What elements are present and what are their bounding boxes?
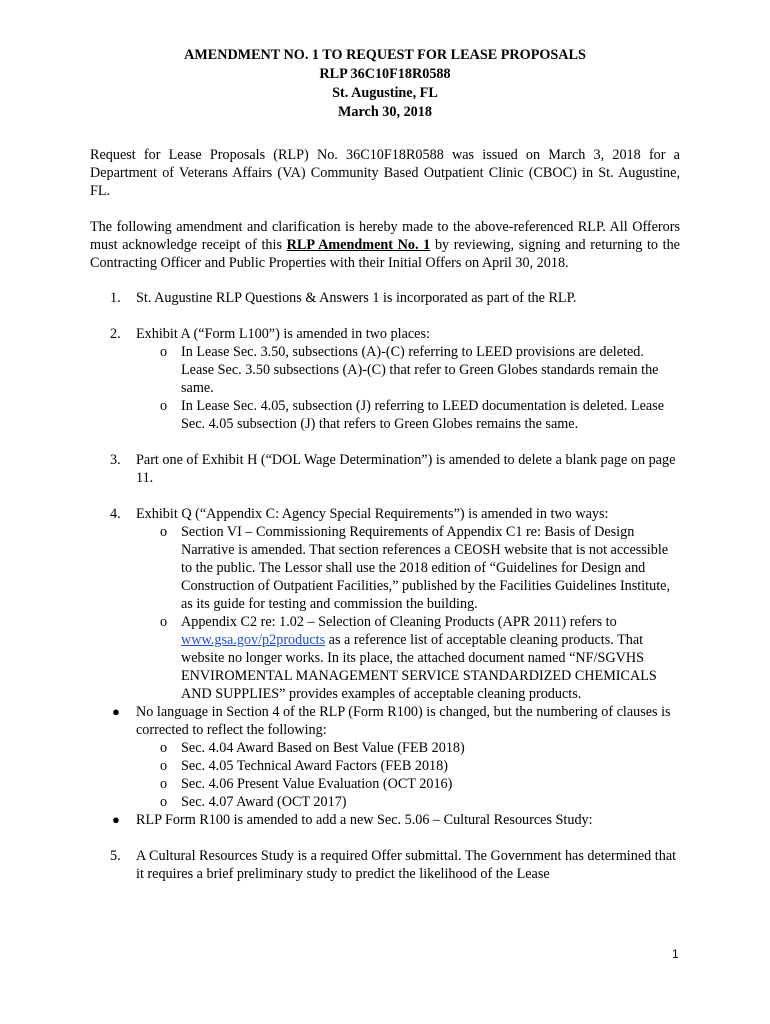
sub-marker: o: [160, 398, 168, 414]
header-title: AMENDMENT NO. 1 TO REQUEST FOR LEASE PROPOSALS: [184, 47, 586, 63]
item-text: Exhibit A (“Form L100”) is amended in two places:: [136, 326, 430, 342]
amendment-text-before: The following amendment and clarification is hereby made to the above-referenced RLP. All Offerors must acknowledge receipt of this: [90, 219, 680, 253]
item-number: 4.: [110, 506, 121, 522]
list-item-4: [90, 505, 680, 523]
header-location: St. Augustine, FL: [332, 85, 438, 101]
bullet-item: [90, 703, 680, 739]
sub-marker: o: [160, 794, 168, 810]
amendment-text-after: by reviewing, signing and returning to the Contracting Officer and Public Properties with their Initial Offers on April 30, 2018.: [90, 237, 680, 271]
sub-marker: o: [160, 524, 168, 540]
list-item-3: [90, 451, 680, 487]
header-date: March 30, 2018: [338, 104, 432, 120]
sub-marker: o: [160, 776, 168, 792]
sub-marker: o: [160, 758, 168, 774]
bullet-marker: ●: [112, 812, 120, 827]
sub-item: [90, 343, 680, 397]
sub-item-text-after: as a reference list of acceptable cleaning products. That website no longer works. In its place, the attached document named “NF/SGVHS ENVIROMENTAL MANAGEMENT SERVICE STANDARDIZED CHEMICALS AND SUPPLIES” provides examples of acceptable cleaning products.: [181, 632, 657, 702]
sub-item: [90, 523, 680, 613]
sub-item: [90, 613, 680, 703]
document-page: [90, 46, 680, 883]
item-number: 2.: [110, 326, 121, 342]
sub-item: [90, 739, 680, 757]
list-item-1: [90, 289, 680, 307]
item-number: 5.: [110, 848, 121, 864]
item-text: Exhibit Q (“Appendix C: Agency Special Requirements”) is amended in two ways:: [136, 506, 609, 522]
sub-item-text: Sec. 4.05 Technical Award Factors (FEB 2018): [181, 758, 448, 774]
sub-item-text-before: Appendix C2 re: 1.02 – Selection of Cleaning Products (APR 2011) refers to: [181, 614, 617, 630]
bullet-text: No language in Section 4 of the RLP (Form R100) is changed, but the numbering of clauses is corrected to reflect the following:: [136, 704, 671, 738]
intro-paragraph: Request for Lease Proposals (RLP) No. 36C10F18R0588 was issued on March 3, 2018 for a Department of Veterans Affairs (VA) Community Based Outpatient Clinic (CBOC) in St. Augustine, FL.: [90, 147, 680, 199]
sub-marker: o: [160, 344, 168, 360]
sub-item-text: Section VI – Commissioning Requirements of Appendix C1 re: Basis of Design Narrative is amended. That section references a CEOSH website that is not accessible to the public. The Lessor shall use the 2018 edition of “Guidelines for Design and Construction of Outpatient Facilities,” published by the Facilities Guidelines Institute, as its guide for testing and commission the building.: [181, 524, 670, 612]
sub-item-text: In Lease Sec. 4.05, subsection (J) referring to LEED documentation is deleted. Lease Sec. 4.05 subsection (J) that refers to Green Globes remains the same.: [181, 398, 664, 432]
document-header: [90, 46, 680, 122]
sub-marker: o: [160, 614, 168, 630]
item-text: A Cultural Resources Study is a required Offer submittal. The Government has determined that it requires a brief preliminary study to predict the likelihood of the Lease: [136, 848, 677, 882]
sub-item: [90, 793, 680, 811]
header-rlp-number: RLP 36C10F18R0588: [319, 66, 451, 82]
sub-item-text: Sec. 4.04 Award Based on Best Value (FEB 2018): [181, 740, 465, 756]
bullet-item: [90, 811, 680, 829]
sub-item-text: Sec. 4.06 Present Value Evaluation (OCT 2016): [181, 776, 453, 792]
bullet-text: RLP Form R100 is amended to add a new Sec. 5.06 – Cultural Resources Study:: [136, 812, 593, 828]
item-number: 3.: [110, 452, 121, 468]
sub-item: [90, 775, 680, 793]
item-text: St. Augustine RLP Questions & Answers 1 is incorporated as part of the RLP.: [136, 290, 577, 306]
sub-item-text: In Lease Sec. 3.50, subsections (A)-(C) referring to LEED provisions are deleted. Lease Sec. 3.50 subsections (A)-(C) that refer to Green Globes standards remain the same.: [181, 344, 659, 396]
list-item-5: [90, 847, 680, 883]
list-item-2: [90, 325, 680, 343]
p2products-link[interactable]: www.gsa.gov/p2products: [181, 632, 326, 648]
sub-marker: o: [160, 740, 168, 756]
item-number: 1.: [110, 290, 121, 306]
amendment-paragraph: [90, 218, 680, 272]
sub-item: [90, 397, 680, 433]
sub-item-text: Sec. 4.07 Award (OCT 2017): [181, 794, 347, 810]
item-text: Part one of Exhibit H (“DOL Wage Determination”) is amended to delete a blank page on page 11.: [136, 452, 676, 486]
sub-item: [90, 757, 680, 775]
bullet-marker: ●: [112, 704, 120, 719]
page-number: 1: [672, 947, 679, 961]
amendment-emphasis: RLP Amendment No. 1: [286, 237, 431, 253]
